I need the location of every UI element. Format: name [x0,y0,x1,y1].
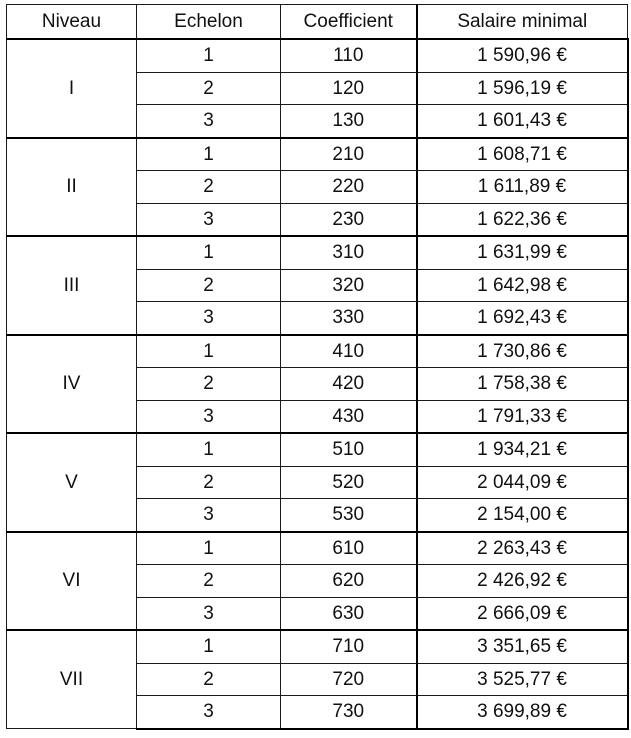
salaire-minimal-cell: 1 622,36 € [417,203,628,236]
niveau-cell: II [7,138,137,237]
echelon-cell: 2 [137,171,281,204]
coefficient-cell: 530 [281,499,417,532]
coefficient-cell: 210 [281,138,417,171]
echelon-cell: 3 [137,302,281,335]
coefficient-cell: 320 [281,269,417,302]
echelon-cell: 3 [137,499,281,532]
echelon-cell: 2 [137,368,281,401]
echelon-cell: 2 [137,565,281,598]
echelon-cell: 1 [137,630,281,663]
header-coefficient: Coefficient [281,5,417,40]
salaire-minimal-cell: 1 601,43 € [417,105,628,138]
echelon-cell: 1 [137,138,281,171]
echelon-cell: 1 [137,335,281,368]
coefficient-cell: 410 [281,335,417,368]
niveau-cell: III [7,236,137,335]
header-salaire-minimal: Salaire minimal [417,5,628,40]
niveau-cell: V [7,433,137,532]
coefficient-cell: 710 [281,630,417,663]
salaire-minimal-cell: 1 590,96 € [417,39,628,72]
coefficient-cell: 310 [281,236,417,269]
salaire-minimal-cell: 1 596,19 € [417,72,628,105]
echelon-cell: 3 [137,597,281,630]
salaire-minimal-cell: 3 351,65 € [417,630,628,663]
echelon-cell: 1 [137,236,281,269]
coefficient-cell: 220 [281,171,417,204]
salaire-minimal-cell: 2 666,09 € [417,597,628,630]
salaire-minimal-cell: 1 611,89 € [417,171,628,204]
salaire-minimal-cell: 3 699,89 € [417,696,628,729]
coefficient-cell: 330 [281,302,417,335]
table-row [7,335,628,368]
echelon-cell: 2 [137,466,281,499]
niveau-cell: I [7,39,137,138]
salaire-minimal-cell: 1 791,33 € [417,400,628,433]
header-row [7,5,628,40]
echelon-cell: 1 [137,532,281,565]
coefficient-cell: 730 [281,696,417,729]
coefficient-cell: 230 [281,203,417,236]
table-row [7,532,628,565]
salaire-minimal-cell: 2 044,09 € [417,466,628,499]
salaire-minimal-cell: 3 525,77 € [417,663,628,696]
header-echelon: Echelon [137,5,281,40]
salaire-minimal-cell: 1 608,71 € [417,138,628,171]
echelon-cell: 2 [137,663,281,696]
salaire-minimal-cell: 1 934,21 € [417,433,628,466]
coefficient-cell: 610 [281,532,417,565]
echelon-cell: 1 [137,433,281,466]
table-row [7,433,628,466]
table-body [7,39,628,729]
niveau-cell: VI [7,532,137,631]
salaire-minimal-cell: 2 263,43 € [417,532,628,565]
echelon-cell: 2 [137,269,281,302]
salaire-minimal-cell: 1 730,86 € [417,335,628,368]
salaire-minimal-cell: 1 692,43 € [417,302,628,335]
salaire-minimal-cell: 2 426,92 € [417,565,628,598]
coefficient-cell: 120 [281,72,417,105]
salaire-minimal-cell: 2 154,00 € [417,499,628,532]
coefficient-cell: 420 [281,368,417,401]
niveau-cell: VII [7,630,137,729]
table-row [7,630,628,663]
echelon-cell: 3 [137,400,281,433]
salaire-minimal-cell: 1 631,99 € [417,236,628,269]
table-row [7,236,628,269]
salaire-minimal-cell: 1 758,38 € [417,368,628,401]
echelon-cell: 3 [137,203,281,236]
coefficient-cell: 510 [281,433,417,466]
table-header [7,5,628,40]
niveau-cell: IV [7,335,137,434]
echelon-cell: 3 [137,696,281,729]
header-niveau: Niveau [7,5,137,40]
table-row [7,138,628,171]
coefficient-cell: 720 [281,663,417,696]
echelon-cell: 2 [137,72,281,105]
coefficient-cell: 110 [281,39,417,72]
echelon-cell: 1 [137,39,281,72]
coefficient-cell: 620 [281,565,417,598]
table-row [7,39,628,72]
salary-grid-table [6,4,629,730]
coefficient-cell: 520 [281,466,417,499]
salaire-minimal-cell: 1 642,98 € [417,269,628,302]
coefficient-cell: 630 [281,597,417,630]
coefficient-cell: 130 [281,105,417,138]
coefficient-cell: 430 [281,400,417,433]
echelon-cell: 3 [137,105,281,138]
